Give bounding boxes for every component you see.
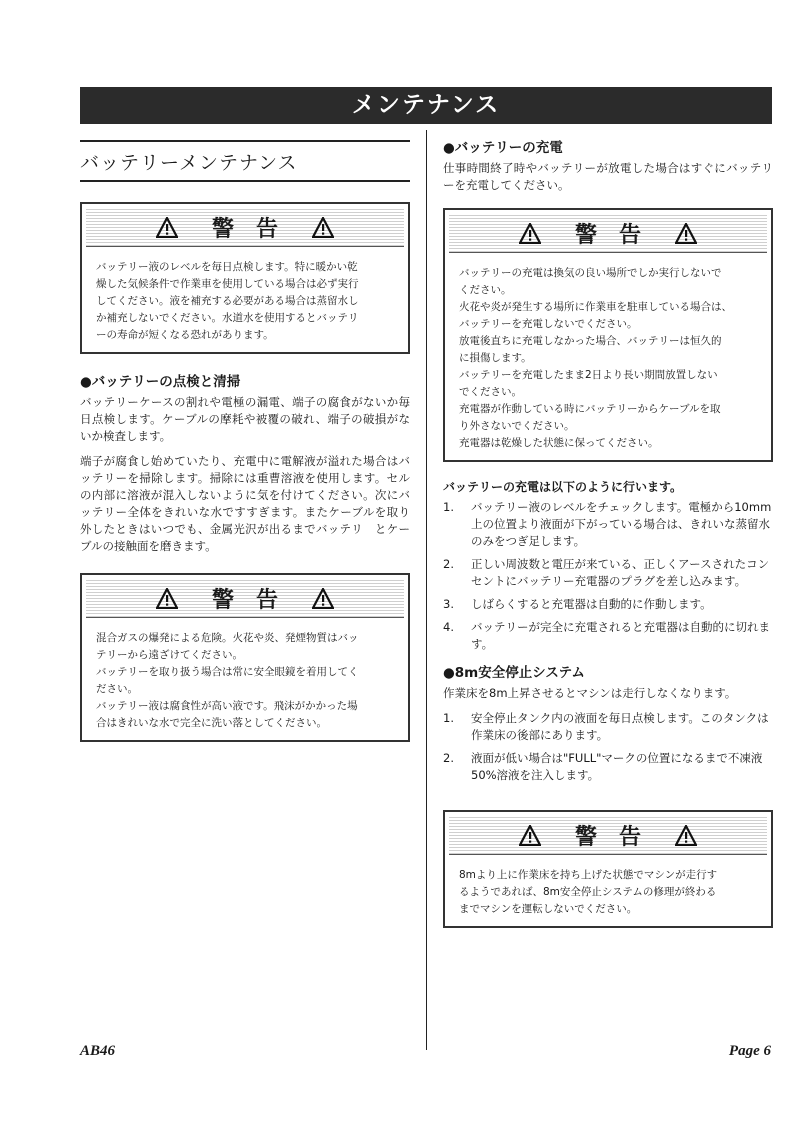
warning-header: [86, 579, 404, 618]
warning-triangle-icon: [519, 223, 541, 244]
warning-box-4: [443, 810, 773, 928]
inspect-heading: ●バッテリーの点検と清掃: [80, 374, 241, 390]
list-item: [443, 710, 773, 744]
step-number: 3.: [443, 597, 454, 611]
stop-system-heading: ●8m安全停止システム: [443, 665, 585, 681]
footer-model: AB46: [80, 1043, 116, 1059]
warning-body: [82, 622, 408, 740]
warning-line: ださい。: [96, 683, 138, 695]
charge-paragraph: 仕事時間終了時やバッテリーが放電した場合はすぐにバッテリーを充電してください。: [443, 161, 773, 192]
warning-line: バッテリー液のレベルを毎日点検します。特に暖かい乾: [96, 261, 358, 273]
warning-line: 燥した気候条件で作業車を使用している場合は必ず実行: [96, 278, 359, 290]
warning-label: 警告: [211, 216, 300, 242]
warning-triangle-icon: [675, 223, 697, 244]
warning-label: 警告: [574, 824, 663, 850]
warning-line: り外さないでください。: [459, 420, 575, 432]
charge-steps: [443, 499, 773, 653]
warning-line: 充電器が作動している時にバッテリーからケーブルを取: [459, 403, 721, 415]
warning-line: ください。: [459, 284, 512, 296]
warning-line: 混合ガスの爆発による危険。火花や炎、発煙物質はバッ: [96, 632, 359, 644]
warning-line: バッテリーを取り扱う場合は常に安全眼鏡を着用してく: [96, 666, 359, 678]
warning-triangle-icon: [675, 825, 697, 846]
warning-line: バッテリー液は腐食性が高い液です。飛沫がかかった場: [96, 700, 358, 712]
page-banner: メンテナンス: [80, 87, 772, 124]
warning-line: か補充しないでください。水道水を使用するとバッテリ: [96, 312, 359, 324]
stop-steps: [443, 710, 773, 784]
warning-header: [449, 214, 767, 253]
step-number: 2.: [443, 751, 454, 765]
warning-line: バッテリーを充電したまま2日より長い期間放置しない: [459, 369, 718, 381]
warning-line: ーの寿命が短くなる恐れがあります。: [96, 329, 274, 341]
warning-triangle-icon: [312, 217, 334, 238]
warning-label: 警告: [211, 587, 300, 613]
stop-system-paragraph: 作業床を8m上昇させるとマシンは走行しなくなります。: [443, 686, 737, 700]
step-text: バッテリーが完全に充電されると充電器は自動的に切れます。: [471, 620, 770, 651]
list-item: [443, 596, 773, 613]
warning-header: [86, 208, 404, 247]
warning-line: るようであれば、8m安全停止システムの修理が終わる: [459, 886, 717, 898]
step-number: 1.: [443, 711, 454, 725]
section-title: バッテリーメンテナンス: [80, 140, 410, 182]
step-number: 1.: [443, 500, 454, 514]
step-text: 安全停止タンク内の液面を毎日点検します。このタンクは作業床の後部にあります。: [471, 711, 769, 742]
warning-line: に損傷します。: [459, 352, 532, 364]
warning-line: 合はきれいな水で完全に洗い落としてください。: [96, 717, 327, 729]
right-column: [443, 134, 773, 944]
step-number: 2.: [443, 557, 454, 571]
column-divider: [426, 130, 427, 1050]
step-text: 正しい周波数と電圧が来ている、正しくアースされたコンセントにバッテリー充電器のプラグを差し込みます。: [471, 557, 770, 588]
warning-line: 火花や炎が発生する場所に作業車を駐車している場合は、: [459, 301, 732, 313]
list-item: [443, 556, 773, 590]
warning-triangle-icon: [312, 588, 334, 609]
warning-triangle-icon: [519, 825, 541, 846]
list-item: [443, 750, 773, 784]
footer-page-number: Page 6: [728, 1043, 771, 1059]
warning-body: [82, 251, 408, 352]
warning-line: でください。: [459, 386, 522, 398]
step-text: 液面が低い場合は"FULL"マークの位置になるまで不凍液50%溶液を注入します。: [471, 751, 763, 782]
warning-header: [449, 816, 767, 855]
inspect-paragraph: バッテリーケースの割れや電極の漏電、端子の腐食がないか毎日点検します。ケーブルの摩耗や被覆の破れ、端子の破損がないか検査します。: [80, 395, 410, 443]
warning-box-3: [443, 208, 773, 462]
warning-line: までマシンを運転しないでください。: [459, 903, 638, 915]
warning-line: バッテリーを充電しないでください。: [459, 318, 638, 330]
warning-line: 8mより上に作業床を持ち上げた状態でマシンが走行す: [459, 869, 718, 881]
clean-paragraph: 端子が腐食し始めていたり、充電中に電解液が溢れた場合はバッテリーを掃除します。掃除には重曹溶液を使用します。セルの内部に溶液が混入しないように気を付けてください。次にバッテリー全体をきれいな水ですすぎます。またケーブルを取り外したときはいつでも、金属光沢が出るまでバッテリ とケーブルの接触面を磨きます。: [80, 454, 410, 553]
step-text: バッテリー液のレベルをチェックします。電極から10mm上の位置より液面が下がっている場合は、きれいな蒸留水のみをつぎ足します。: [471, 500, 772, 548]
charge-heading: ●バッテリーの充電: [443, 140, 563, 156]
warning-body: [445, 859, 771, 926]
list-item: [443, 499, 773, 550]
warning-box-1: [80, 202, 410, 354]
warning-triangle-icon: [156, 217, 178, 238]
step-text: しばらくすると充電器は自動的に作動します。: [471, 597, 712, 611]
warning-line: 充電器は乾燥した状態に保ってください。: [459, 437, 659, 449]
warning-triangle-icon: [156, 588, 178, 609]
warning-line: バッテリーの充電は換気の良い場所でしか実行しないで: [459, 267, 722, 279]
step-number: 4.: [443, 620, 454, 634]
warning-label: 警告: [574, 222, 663, 248]
left-column: [80, 134, 410, 758]
warning-line: 放電後直ちに充電しなかった場合、バッテリーは恒久的: [459, 335, 722, 347]
procedure-heading: バッテリーの充電は以下のように行います。: [443, 480, 683, 494]
warning-line: してください。液を補充する必要がある場合は蒸留水し: [96, 295, 359, 307]
warning-box-2: [80, 573, 410, 742]
list-item: [443, 619, 773, 653]
warning-body: [445, 257, 771, 460]
warning-line: テリーから遠ざけてください。: [96, 649, 243, 661]
